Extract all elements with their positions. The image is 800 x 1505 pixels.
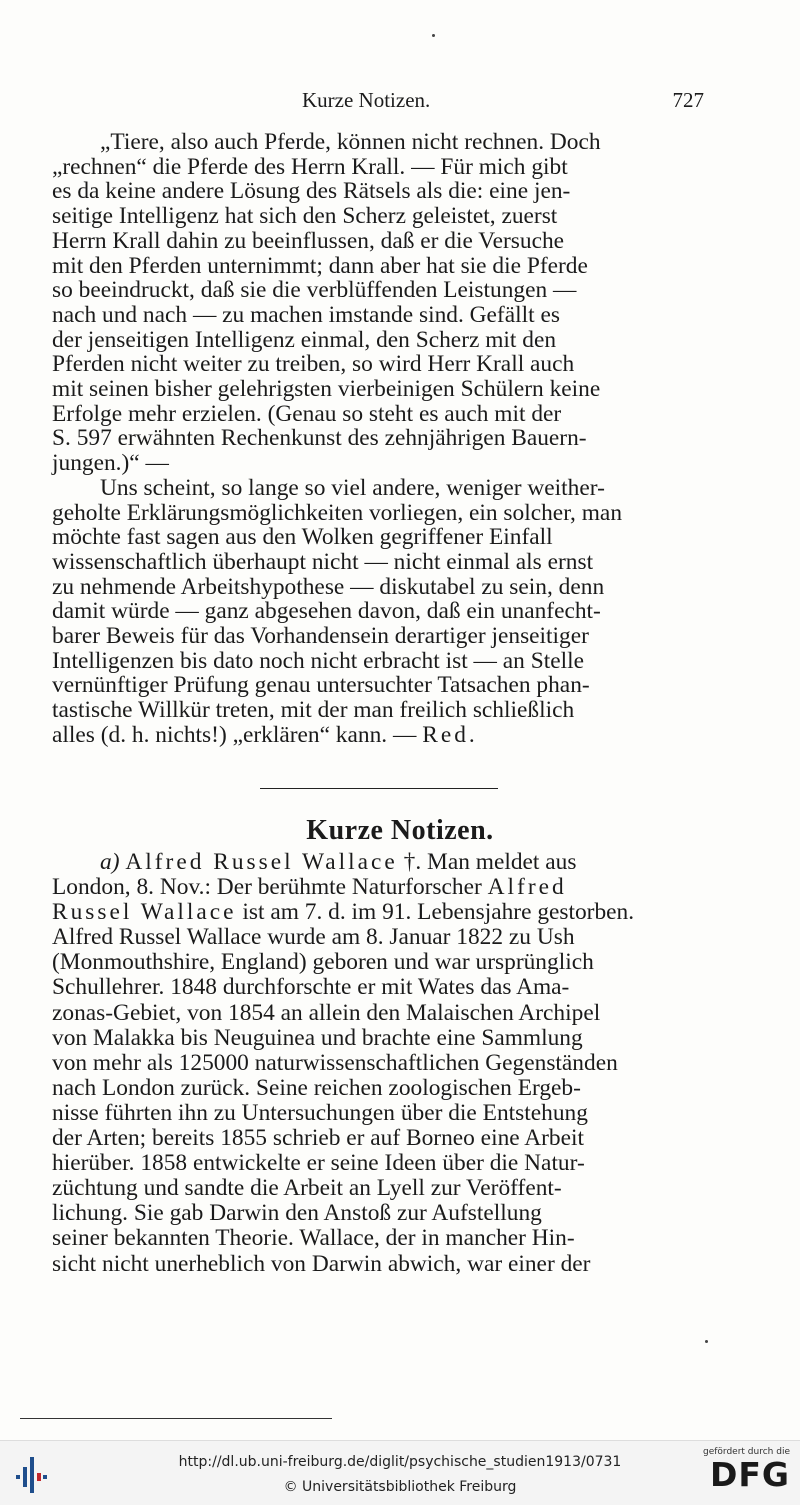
text-line: „Tiere, also auch Pferde, können nicht rechnen. Doch — [100, 129, 601, 155]
permalink-url[interactable]: http://dl.ub.uni-freiburg.de/diglit/psychische_studien1913/0731 — [178, 1454, 622, 1470]
text-line: hierüber. 1858 entwickelte er seine Ideen über die Natur- — [52, 1150, 585, 1177]
notice-paragraph — [52, 850, 704, 1277]
text-line: zu nehmende Arbeitshypothese — diskutabel zu sein, denn — [52, 573, 605, 600]
text-line: Herrn Krall dahin zu beeinflussen, daß er die Versuche — [52, 227, 565, 254]
text-line: Erfolge mehr erzielen. (Genau so steht es auch mit der — [52, 400, 562, 427]
text-line: zonas-Gebiet, von 1854 an allein den Malaischen Archipel — [52, 999, 601, 1026]
running-title: Kurze Notizen. — [302, 88, 431, 112]
text-line: tastische Willkür treten, mit der man freilich schließlich — [52, 697, 575, 724]
quoted-paragraph — [52, 130, 704, 476]
page-number: 727 — [672, 88, 704, 112]
text-line: „rechnen“ die Pferde des Herrn Krall. — Für mich gibt — [52, 153, 568, 180]
text-line: vernünftiger Prüfung genau untersuchter Tatsachen phan- — [52, 672, 590, 699]
text-line: so beeindruckt, daß sie die verblüffenden Leistungen — — [52, 277, 577, 304]
text-line: damit würde — ganz abgesehen davon, daß ein unanfecht- — [52, 598, 601, 625]
text-line: lichung. Sie gab Darwin den Anstoß zur Aufstellung — [52, 1200, 542, 1227]
text-fragment: ist am 7. d. im 91. Lebensjahre gestorben. — [236, 899, 635, 926]
scan-speck — [705, 1340, 708, 1343]
text-line — [52, 875, 704, 900]
copyright-notice: © Universitätsbibliothek Freiburg — [283, 1479, 517, 1495]
item-marker: a) — [100, 849, 120, 875]
dfg-caption: gefördert durch die — [703, 1447, 790, 1457]
text-line: mit den Pferden unternimmt; dann aber hat sie die Pferde — [52, 252, 588, 279]
text-fragment: alles (d. h. nichts!) „erklären“ kann. — — [52, 721, 423, 748]
text-line: Alfred Russel Wallace wurde am 8. Januar 1822 zu Ush — [52, 924, 575, 951]
scan-edge-rule — [20, 1418, 332, 1419]
dagger-mark: †. — [403, 849, 422, 875]
text-line: nach London zurück. Seine reichen zoologischen Ergeb- — [52, 1074, 581, 1101]
text-line: seiner bekannten Theorie. Wallace, der in mancher Hin- — [52, 1225, 575, 1252]
text-line: nach und nach — zu machen imstande sind. Gefällt es — [52, 301, 560, 328]
viewer-footer — [0, 1440, 800, 1505]
text-line: züchtung und sandte die Arbeit an Lyell zur Veröffent- — [52, 1175, 562, 1202]
text-line: barer Beweis für das Vorhandensein derartiger jenseitiger — [52, 623, 589, 650]
text-line: wissenschaftlich überhaupt nicht — nicht einmal als ernst — [52, 548, 594, 575]
section-divider — [260, 788, 498, 789]
text-line — [52, 900, 704, 925]
text-line: geholte Erklärungsmöglichkeiten vorliegen, ein solcher, man — [52, 499, 623, 526]
notice-name: Alfred Russel Wallace — [125, 849, 398, 875]
editor-signature: Red. — [422, 721, 478, 748]
text-line: nisse führten ihn zu Untersuchungen über die Entstehung — [52, 1099, 588, 1126]
section-title: Kurze Notizen. — [306, 815, 494, 846]
text-line — [52, 850, 704, 875]
scan-speck — [432, 34, 435, 37]
text-line: (Monmouthshire, England) geboren und war ursprünglich — [52, 949, 594, 976]
text-line: von Malakka bis Neuguinea und brachte eine Sammlung — [52, 1024, 583, 1051]
text-line: jungen.)“ — — [52, 450, 169, 477]
dfg-logo-text: DFG — [709, 1455, 790, 1494]
notice-name-spaced: Alfred — [487, 874, 567, 901]
text-line: der jenseitigen Intelligenz einmal, den Scherz mit den — [52, 326, 557, 353]
text-line: Uns scheint, so lange so viel andere, weniger weither- — [100, 474, 605, 501]
text-line: Intelligenzen bis dato noch nicht erbracht ist — an Stelle — [52, 647, 584, 674]
text-line: es da keine andere Lösung des Rätsels als die: eine jen- — [52, 178, 571, 205]
text-line-last — [52, 723, 704, 748]
text-line: S. 597 erwähnten Rechenkunst des zehnjährigen Bauern- — [52, 425, 587, 452]
notice-name-spaced: Russel Wallace — [52, 899, 237, 926]
article-continuation — [52, 130, 704, 748]
text-line: sicht nicht unerheblich von Darwin abwich, war einer der — [52, 1250, 591, 1277]
text-fragment: Man meldet aus — [421, 849, 577, 875]
text-line: Pferden nicht weiter zu treiben, so wird Herr Krall auch — [52, 351, 575, 378]
dfg-logo — [700, 1447, 790, 1501]
editorial-paragraph — [52, 476, 704, 748]
text-line: von mehr als 125000 naturwissenschaftlichen Gegenständen — [52, 1049, 618, 1076]
text-line: der Arten; bereits 1855 schrieb er auf Borneo eine Arbeit — [52, 1125, 584, 1152]
text-fragment: London, 8. Nov.: Der berühmte Naturforscher — [52, 874, 488, 901]
text-line: möchte fast sagen aus den Wolken gegriffener Einfall — [52, 524, 553, 551]
text-line: mit seinen bisher gelehrigsten vierbeinigen Schülern keine — [52, 376, 601, 403]
running-header — [52, 88, 704, 116]
text-line: Schullehrer. 1848 durchforschte er mit Wates das Ama- — [52, 974, 570, 1001]
text-line: seitige Intelligenz hat sich den Scherz geleistet, zuerst — [52, 203, 558, 230]
